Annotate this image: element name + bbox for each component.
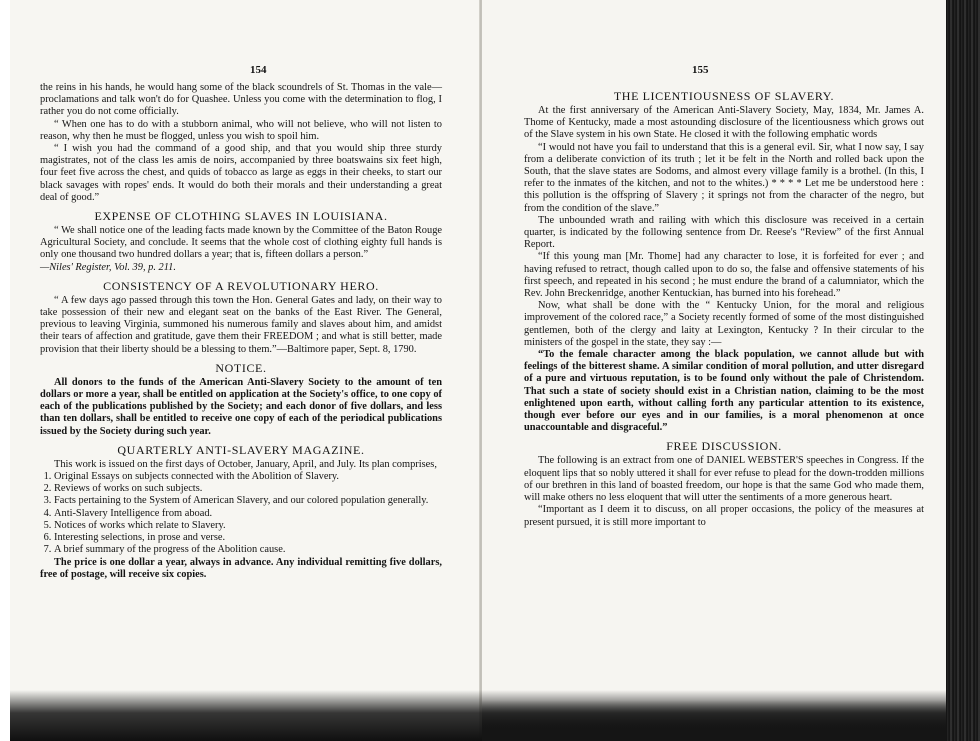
section-heading: EXPENSE OF CLOTHING SLAVES IN LOUISIANA. [94,209,388,224]
scan-bottom-shadow-right [482,700,946,741]
right-page [482,0,946,741]
plan-list [40,471,442,556]
list-item: 2. Reviews of works on such subjects. [54,483,442,495]
list-item: 3. Facts pertaining to the System of American Slavery, and our colored population generally. [54,495,442,507]
left-page [10,0,480,741]
section-heading: QUARTERLY ANTI-SLAVERY MAGAZINE. [117,442,365,457]
quote-paragraph: “I would not have you fail to understand that this is a general evil. Sir, what I now say, I say from a deliberate conviction of its truth ; let it be felt in the North and rolled back upon the South, that the slave states are Sodoms, and almost every village family is a brothel. (In this, I refer to the inmates of the kitchen, and not to the whites.) * * * * Let me be understood here : this pollution is the offspring of Slavery ; it springs not from the character of the negro, but from the condition of the slave.” [524,141,924,214]
left-column [40,82,442,581]
page-number: 155 [692,64,709,76]
section-heading: THE LICENTIOUSNESS OF SLAVERY. [613,89,835,103]
list-item: 5. Notices of works which relate to Slavery. [54,520,442,532]
paragraph: “ A few days ago passed through this town the Hon. General Gates and lady, on their way to take possession of their new and elegant seat on the banks of the East River. The General, previous to leaving Virginia, summoned his numerous family and slaves about him, and amidst their tears of affection and gratitude, gave them their FREEDOM ; and what is still better, made provision that their liberty should be a blessing to them.”—Baltimore paper, Sept. 8, 1790. [40,294,442,355]
list-item: 7. A brief summary of the progress of the Abolition cause. [54,544,442,556]
quote-paragraph: “If this young man [Mr. Thome] had any character to lose, it is forfeited for ever ; and having refused to retract, though called upon to do so, the false and offensive statements of his first speech, and repeated in his second ; he must endure the brand of a calumniator, which the Rev. John Breckenridge, another Kentuckian, has burned into his forehead.” [524,251,924,300]
list-item: 1. Original Essays on subjects connected with the Abolition of Slavery. [54,471,442,483]
paragraph: At the first anniversary of the American Anti-Slavery Society, May, 1834, Mr. James A. Thome of Kentucky, made a most astounding disclosure of the licentiousness which grows out of the Slave system in his own State. He closed it with the following emphatic words [524,105,924,141]
paragraph: “ We shall notice one of the leading facts made known by the Committee of the Baton Rouge Agricultural Society, and conclude. It seems that the whole cost of clothing eighty full hands is only one thousand two hundred dollars a year; that is, fifteen dollars a person.” [40,225,442,261]
paragraph: The price is one dollar a year, always in advance. Any individual remitting five dollars, free of postage, will receive six copies. [40,556,442,580]
list-item: 4. Anti-Slavery Intelligence from aboad. [54,508,442,520]
paragraph: The unbounded wrath and railing with which this disclosure was received in a certain quarter, is indicated by the following sentence from Dr. Reese's “Review” of the first Annual Report. [524,214,924,251]
paragraph: “ When one has to do with a stubborn animal, who will not believe, who will not listen to reason, why then he must be flogged, unless you wish to spoil him. [40,118,442,142]
paragraph: Now, what shall be done with the “ Kentucky Union, for the moral and religious improvement of the colored race,” a Society recently formed of some of the most distinguished gentlemen, both of the clergy and laity at Lexington, Kentucky ? In their circular to the ministers of the gospel in the state, they say :— [524,300,924,348]
quote-paragraph: “To the female character among the black population, we cannot allude but with feelings of the bitterest shame. A similar condition of moral pollution, and utter disregard of a pure and virtuous reputation, is to be found only without the pale of Christendom. That such a state of society should exist in a Christian nation, claiming to be the most enlightened upon earth, without calling forth any particular attention to its existence, though ever before our eyes and in our families, is a moral phenomenon at once unaccountable and disgraceful.” [524,349,924,434]
section-heading: NOTICE. [215,360,267,375]
page-number: 154 [250,64,267,76]
paragraph: All donors to the funds of the American Anti-Slavery Society to the amount of ten dollars or more a year, shall be entitled on application at the Society's office, to one copy of each of the publications published by the Society; and each donor of five dollars, and less than ten dollars, shall be entitled to receive one copy of each of the periodical publications issued by the Society during such year. [40,376,442,437]
paragraph: This work is issued on the first days of October, January, April, and July. Its plan comprises, [54,458,437,470]
section-heading: CONSISTENCY OF A REVOLUTIONARY HERO. [103,278,379,293]
opening-paragraph: the reins in his hands, he would hang some of the black scoundrels of St. Thomas in the vale—proclamations and talk won't do for Quashee. Unless you come with the determination to flog, I rather you do not come officially. [40,82,442,118]
right-column [524,84,924,529]
section-heading: FREE DISCUSSION. [666,439,782,454]
list-item: 6. Interesting selections, in prose and verse. [54,532,442,544]
paragraph: The following is an extract from one of DANIEL WEBSTER'S speeches in Congress. If the eloquent lips that so nobly uttered it shall for ever refuse to plead for the down-trodden millions of our brethren in this land of boasted freedom, our hope is that the same God who made them, will make others no less eloquent that will utter the sentiments of a more generous heart. [524,455,924,504]
quote-paragraph: “Important as I deem it to discuss, on all proper occasions, the policy of the measures at present pursued, it is still more important to [524,504,924,528]
book-page-edges [946,0,980,741]
paragraph: “ I wish you had the command of a good ship, and that you would ship three sturdy magistrates, not of the class les amis de noirs, accompanied by three boatswains six feet high, four feet five across the chest, and quids of tobacco as large as eggs in their cheeks, to start our black savages with ropes' ends. It would do both their morals and their understanding a great deal of good.” [40,143,442,203]
source-citation: —Niles' Register, Vol. 39, p. 211. [40,261,176,273]
